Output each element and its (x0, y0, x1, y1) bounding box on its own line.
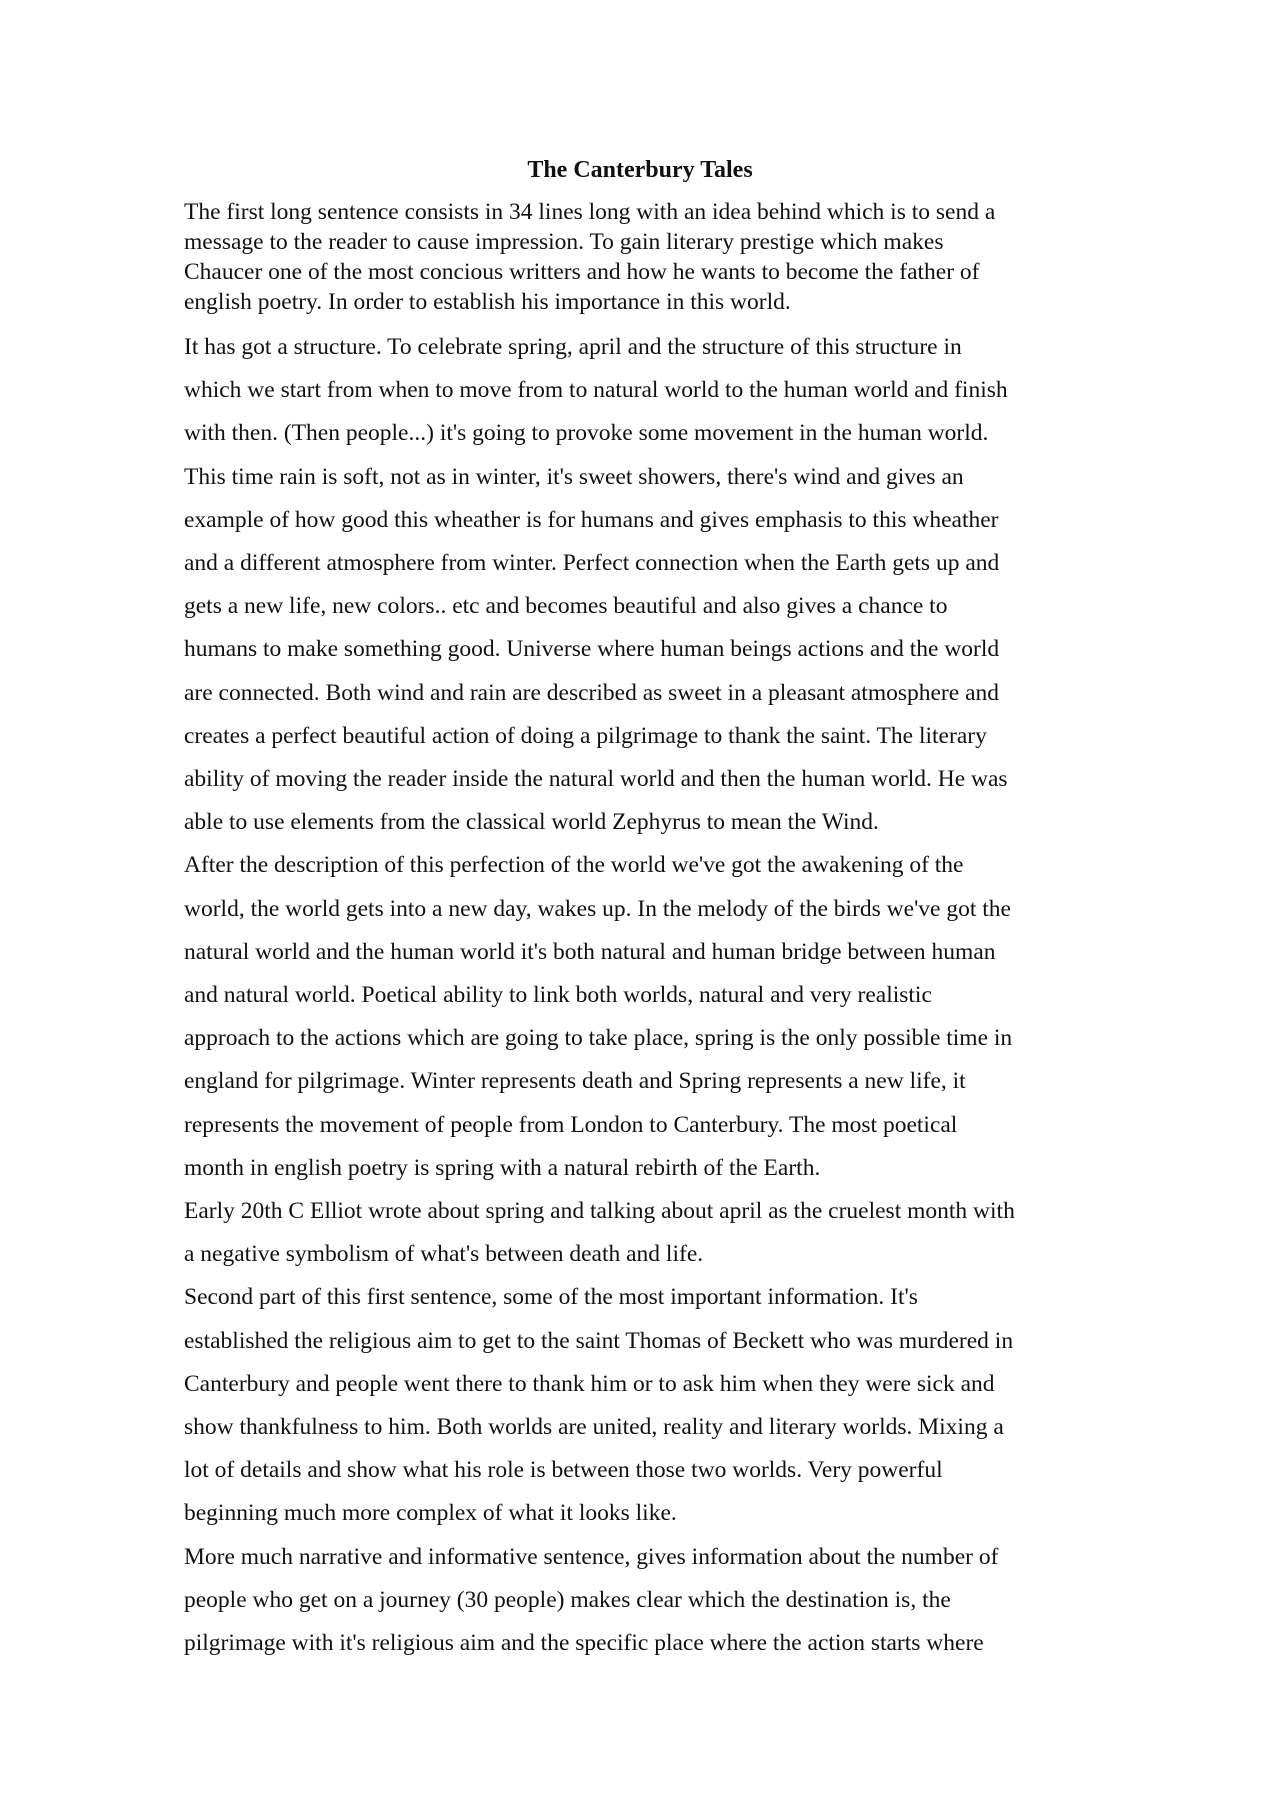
text-line: are connected. Both wind and rain are described as sweet in a pleasant atmosphere and (184, 679, 999, 706)
text-line: pilgrimage with it's religious aim and the specific place where the action starts where (184, 1630, 984, 1657)
text-line: approach to the actions which are going to take place, spring is the only possible time in (184, 1025, 1013, 1052)
text-line: with then. (Then people...) it's going to provoke some movement in the human world. (184, 420, 989, 447)
text-line: england for pilgrimage. Winter represents death and Spring represents a new life, it (184, 1068, 966, 1095)
text-line: creates a perfect beautiful action of doing a pilgrimage to thank the saint. The literary (184, 722, 987, 749)
document-title: The Canterbury Tales (527, 157, 753, 183)
text-line: people who get on a journey (30 people) makes clear which the destination is, the (184, 1586, 951, 1613)
text-line: More much narrative and informative sentence, gives information about the number of (184, 1543, 999, 1570)
text-line: established the religious aim to get to the saint Thomas of Beckett who was murdered in (184, 1327, 1014, 1354)
text-line: The first long sentence consists in 34 lines long with an idea behind which is to send a (184, 199, 996, 225)
text-line: lot of details and show what his role is between those two worlds. Very powerful (184, 1457, 943, 1484)
text-line: beginning much more complex of what it looks like. (184, 1500, 677, 1527)
text-line: ability of moving the reader inside the natural world and then the human world. He was (184, 766, 1008, 793)
text-line: show thankfulness to him. Both worlds are united, reality and literary worlds. Mixing a (184, 1414, 1004, 1441)
intro-paragraph (184, 197, 1114, 317)
text-line: and a different atmosphere from winter. Perfect connection when the Earth gets up and (184, 550, 1000, 577)
text-line: world, the world gets into a new day, wakes up. In the melody of the birds we've got the (184, 895, 1011, 922)
body-text (184, 326, 1114, 1665)
text-line: This time rain is soft, not as in winter, it's sweet showers, there's wind and gives an (184, 463, 964, 490)
text-line: After the description of this perfection of the world we've got the awakening of the (184, 852, 964, 879)
text-line: represents the movement of people from London to Canterbury. The most poetical (184, 1111, 958, 1138)
text-line: english poetry. In order to establish his importance in this world. (184, 289, 791, 315)
text-line: Chaucer one of the most concious writters and how he wants to become the father of (184, 259, 980, 285)
text-line: natural world and the human world it's both natural and human bridge between human (184, 938, 996, 965)
text-line: It has got a structure. To celebrate spring, april and the structure of this structure in (184, 334, 962, 360)
text-line: month in english poetry is spring with a natural rebirth of the Earth. (184, 1154, 821, 1181)
text-line: Canterbury and people went there to thank him or to ask him when they were sick and (184, 1370, 995, 1397)
text-line: gets a new life, new colors.. etc and becomes beautiful and also gives a chance to (184, 593, 948, 620)
text-line: Early 20th C Elliot wrote about spring and talking about april as the cruelest month with (184, 1198, 1015, 1225)
text-line: humans to make something good. Universe where human beings actions and the world (184, 636, 1000, 663)
text-line: a negative symbolism of what's between death and life. (184, 1241, 704, 1268)
text-line: Second part of this first sentence, some of the most important information. It's (184, 1284, 918, 1311)
text-line: which we start from when to move from to natural world to the human world and finish (184, 377, 1008, 404)
text-line: message to the reader to cause impression. To gain literary prestige which makes (184, 229, 944, 255)
text-line: able to use elements from the classical world Zephyrus to mean the Wind. (184, 809, 879, 836)
text-line: and natural world. Poetical ability to link both worlds, natural and very realistic (184, 982, 932, 1009)
text-line: example of how good this wheather is for humans and gives emphasis to this wheather (184, 506, 999, 533)
